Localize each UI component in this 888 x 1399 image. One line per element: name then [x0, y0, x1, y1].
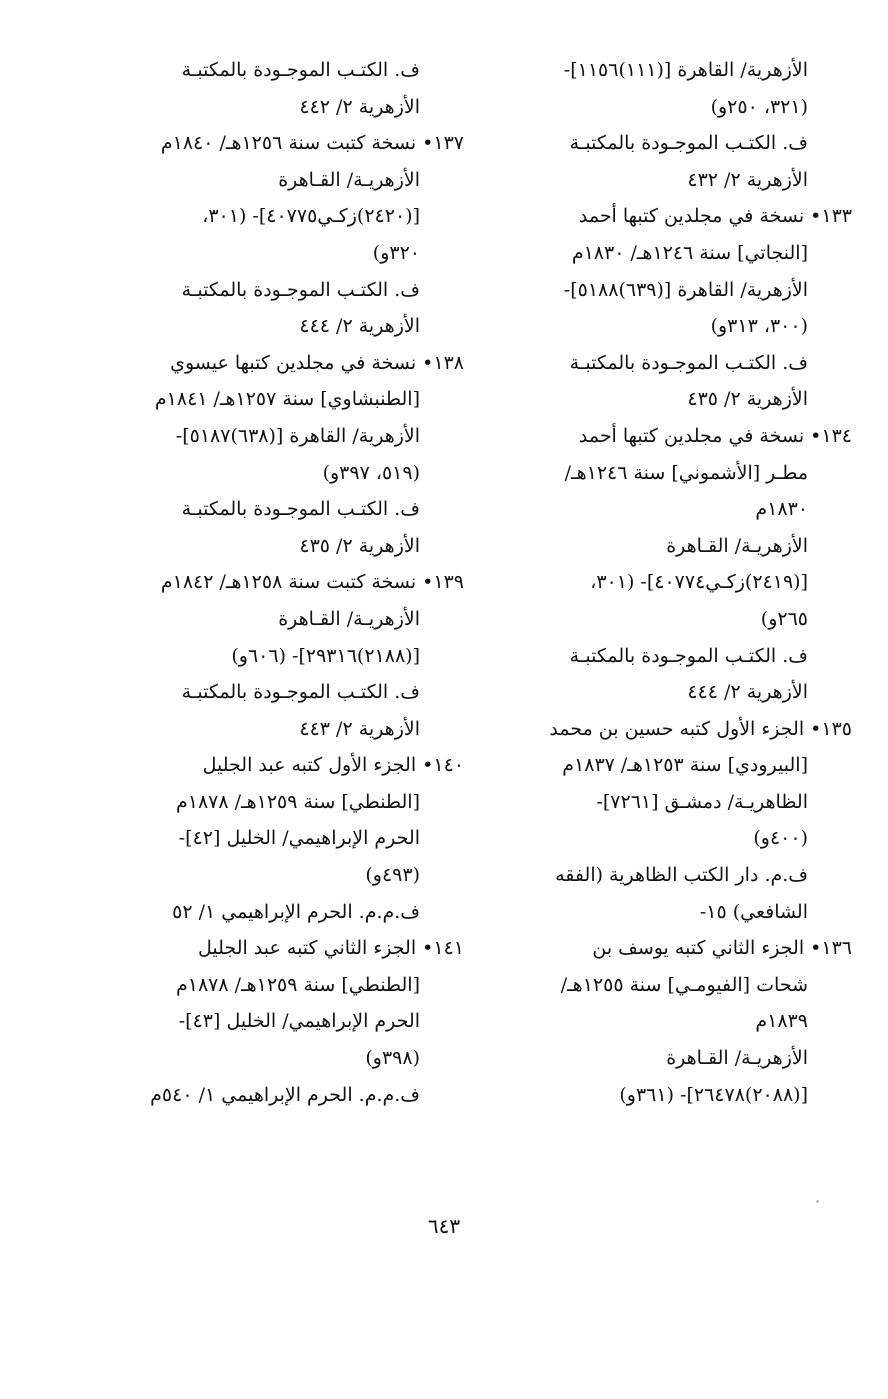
entry-line: ١٨٣٠م	[755, 498, 808, 521]
entry-line: ف. الكتـب الموجـودة بالمكتبـة	[181, 278, 420, 301]
entry-line: ١٣٩• نسخة كتبت سنة ١٢٥٨هـ/ ١٨٤٢م	[160, 571, 464, 594]
entry-line: [الطنبشاوي] سنة ١٢٥٧هـ/ ١٨٤١م	[154, 388, 420, 411]
entry-line: (٥١٩، ٣٩٧و)	[322, 461, 420, 484]
catalog-entry	[84, 564, 464, 674]
entry-line: ف. الكتـب الموجـودة بالمكتبـة	[569, 351, 808, 374]
catalog-entry	[470, 198, 852, 344]
entry-line: الأزهرية ٢/ ٤٤٣	[299, 717, 420, 740]
entry-line: ف.م. دار الكتب الظاهرية (الفقه	[555, 864, 808, 887]
catalog-entry	[84, 125, 464, 271]
entry-line: الأزهريـة/ القـاهرة	[666, 534, 808, 557]
entry-line: [النجاتي] سنة ١٢٤٦هـ/ ١٨٣٠م	[571, 241, 808, 264]
entry-line: ف. الكتـب الموجـودة بالمكتبـة	[181, 59, 420, 81]
entry-line: [(٢٤٢٠)زكـي٤٠٧٧٥]- (٣٠١،	[202, 205, 420, 228]
entry-line: الحرم الإبراهيمي/ الخليل [٤٢]-	[178, 827, 420, 850]
reference-note	[84, 52, 420, 125]
entry-line: [(٢١٨٨)٢٩٣١٦]- (٦٠٦و)	[231, 644, 420, 667]
entry-line: [الطنطي] سنة ١٢٥٩هـ/ ١٨٧٨م	[175, 790, 420, 813]
entry-line: الأزهرية ٢/ ٤٤٤	[687, 681, 808, 704]
entry-line: ف. الكتـب الموجـودة بالمكتبـة	[569, 644, 808, 667]
entry-line: ف.م.م. الحرم الإبراهيمي ١/ ٥٤٠م	[150, 1083, 420, 1106]
entry-line: ٣٢٠و)	[372, 241, 420, 264]
entry-line: ١٣٣• نسخة في مجلدين كتبها أحمد	[578, 205, 852, 228]
entry-line: ١٤١• الجزء الثاني كتبه عبد الجليل	[198, 937, 464, 960]
reference-note	[470, 345, 808, 418]
catalog-entry	[84, 345, 464, 491]
reference-note	[470, 125, 808, 198]
entry-line: ١٤٠• الجزء الأول كتبه عبد الجليل	[202, 754, 464, 777]
entry-line: الأزهرية ٢/ ٤٤٢	[299, 95, 420, 118]
entry-line: ١٣٧• نسخة كتبت سنة ١٢٥٦هـ/ ١٨٤٠م	[160, 132, 464, 155]
entry-line: الأزهرية ٢/ ٤٣٥	[687, 388, 808, 411]
entry-line: الأزهريـة/ القـاهرة	[666, 1047, 808, 1070]
entry-line: [(٢٠٨٨)٢٦٤٧٨]- (٣٦١و)	[619, 1083, 808, 1106]
entry-line: ٢٦٥و)	[760, 607, 808, 630]
entry-line: ١٣٤• نسخة في مجلدين كتبها أحمد	[578, 424, 852, 447]
entry-line: ١٨٣٩م	[755, 1010, 808, 1033]
reference-note	[84, 894, 420, 931]
entry-line: الأزهرية ٢/ ٤٤٤	[299, 315, 420, 338]
entry-line: الأزهرية ٢/ ٤٣٥	[299, 534, 420, 557]
left-column	[84, 52, 464, 1113]
entry-line: الشافعي) ١٥-	[699, 900, 808, 923]
entry-line: الأزهريـة/ القـاهرة	[278, 168, 420, 191]
entry-line: [البيرودي] سنة ١٢٥٣هـ/ ١٨٣٧م	[562, 754, 808, 777]
entry-line: ف. الكتـب الموجـودة بالمكتبـة	[181, 498, 420, 521]
reference-note	[470, 857, 808, 930]
catalog-entry	[84, 747, 464, 893]
catalog-entry	[470, 930, 852, 1113]
entry-line: الأزهريـة/ القـاهرة	[278, 607, 420, 630]
entry-line: الأزهرية/ القاهرة [(١١١)١١٥٦]-	[563, 59, 808, 81]
entry-line: ف. الكتـب الموجـودة بالمكتبـة	[181, 681, 420, 704]
catalog-entry	[470, 418, 852, 638]
entry-line: (٤٩٣و)	[365, 864, 420, 887]
entry-line: الأزهرية/ القاهرة [(٦٣٨)٥١٨٧]-	[175, 424, 420, 447]
reference-note	[470, 52, 808, 125]
catalog-entry	[470, 711, 852, 857]
reference-note	[84, 1077, 420, 1114]
entry-line: ١٣٨• نسخة في مجلدين كتبها عيسوي	[170, 351, 464, 374]
entry-line: مطـر [الأشموني] سنة ١٢٤٦هـ/	[564, 461, 808, 484]
entry-line: ف.م.م. الحرم الإبراهيمي ١/ ٥٢	[172, 900, 420, 923]
reference-note	[84, 674, 420, 747]
catalog-entry	[84, 930, 464, 1076]
entry-line: الحرم الإبراهيمي/ الخليل [٤٣]-	[178, 1010, 420, 1033]
scan-speck	[816, 1200, 819, 1203]
entry-line: الأزهرية ٢/ ٤٣٢	[687, 168, 808, 191]
entry-line: شحات [الفيومـي] سنة ١٢٥٥هـ/	[560, 973, 808, 996]
entry-line: (٣٩٨و)	[365, 1047, 420, 1070]
entry-line: [(٢٤١٩)زكـي٤٠٧٧٤]- (٣٠١،	[590, 571, 808, 594]
entry-line: (٣٢١، ٢٥٠و)	[710, 95, 808, 118]
entry-line: ١٣٥• الجزء الأول كتبه حسين بن محمد	[549, 717, 852, 740]
entry-line: (٣٠٠، ٣١٣و)	[710, 315, 808, 338]
entry-line: ف. الكتـب الموجـودة بالمكتبـة	[569, 132, 808, 155]
entry-line: [الطنطي] سنة ١٢٥٩هـ/ ١٨٧٨م	[175, 973, 420, 996]
entry-line: الظاهريـة/ دمشـق [٧٢٦١]-	[596, 790, 808, 813]
reference-note	[84, 491, 420, 564]
entry-line: الأزهرية/ القاهرة [(٦٣٩)٥١٨٨]-	[563, 278, 808, 301]
right-column	[470, 52, 852, 1113]
reference-note	[470, 638, 808, 711]
page-number: ٦٤٣	[427, 1214, 461, 1238]
entry-line: (٤٠٠و)	[753, 827, 808, 850]
reference-note	[84, 272, 420, 345]
entry-line: ١٣٦• الجزء الثاني كتبه يوسف بن	[592, 937, 852, 960]
